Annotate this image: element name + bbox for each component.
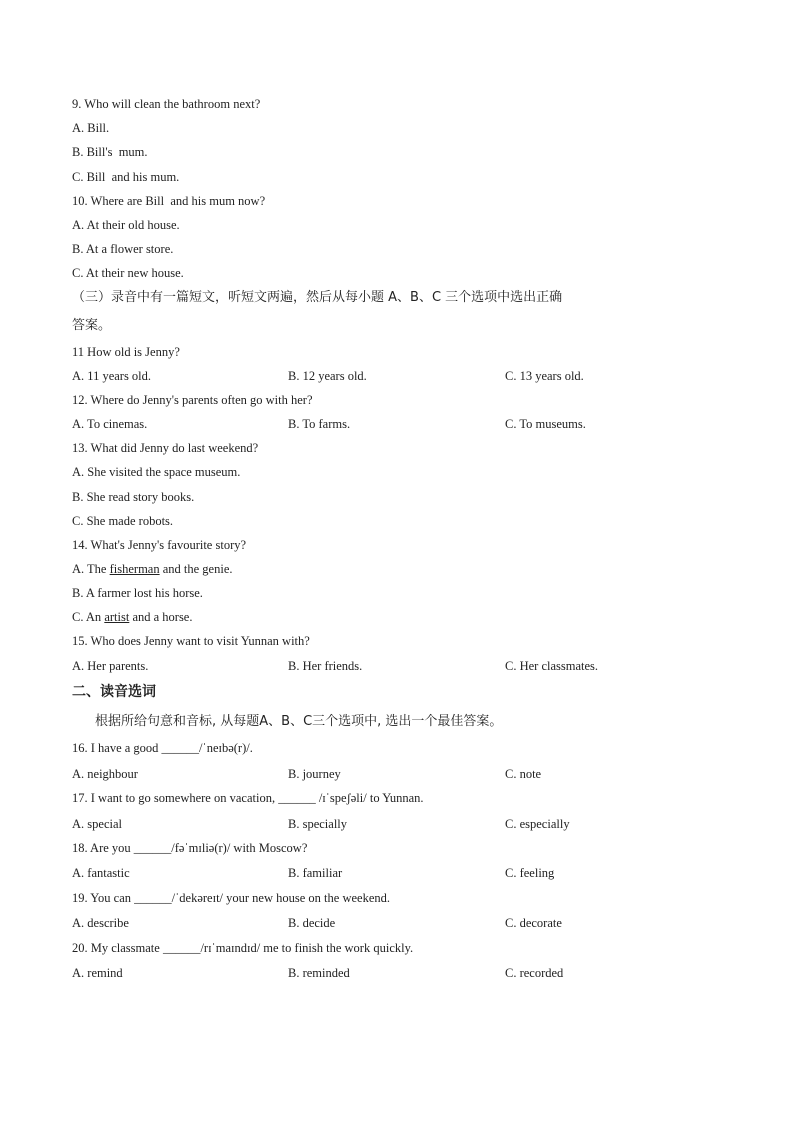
q10-option-c: C. At their new house.: [72, 266, 184, 280]
q18-option-c: C. feeling: [505, 866, 555, 880]
q11-option-b: B. 12 years old.: [288, 369, 367, 383]
question-11: 11 How old is Jenny?: [72, 345, 180, 359]
question-9: 9. Who will clean the bathroom next?: [72, 97, 261, 111]
q15-option-c: C. Her classmates.: [505, 659, 599, 673]
q9-option-a: A. Bill.: [72, 121, 110, 135]
section-3-intro: （三）录音中有一篇短文，听短文两遍，然后从每小题 A、B、C 三个选项中选出正确: [72, 290, 563, 305]
q14-option-b: B. A farmer lost his horse.: [72, 586, 203, 600]
question-14: 14. What's Jenny's favourite story?: [72, 538, 247, 552]
q19-option-c: C. decorate: [505, 916, 562, 930]
q17-option-a: A. special: [72, 817, 122, 831]
q19-option-a: A. describe: [72, 916, 129, 930]
q18-option-b: B. familiar: [288, 866, 343, 880]
question-12: 12. Where do Jenny's parents often go with her?: [72, 393, 313, 407]
q9-option-b: B. Bill's mum.: [72, 145, 148, 159]
q20-option-b: B. reminded: [288, 966, 350, 980]
q14-c-prefix: C. An: [72, 610, 105, 624]
section-two-heading: 二、读音选词: [72, 684, 156, 700]
section-3-intro-cont: 答案。: [72, 318, 112, 333]
q13-option-a: A. She visited the space museum.: [72, 465, 241, 479]
q12-option-b: B. To farms.: [288, 417, 351, 431]
q11-option-a: A. 11 years old.: [72, 369, 152, 383]
q15-option-a: A. Her parents.: [72, 659, 149, 673]
underlined-word-artist: artist: [104, 610, 130, 624]
q14-option-c: [72, 609, 192, 625]
q13-option-c: C. She made robots.: [72, 514, 174, 528]
section-two-instruction: 根据所给句意和音标, 从每题A、B、C三个选项中, 选出一个最佳答案。: [95, 714, 503, 729]
q16-option-a: A. neighbour: [72, 767, 138, 781]
question-13: 13. What did Jenny do last weekend?: [72, 441, 259, 455]
question-15: 15. Who does Jenny want to visit Yunnan with?: [72, 634, 310, 648]
q18-option-a: A. fantastic: [72, 866, 130, 880]
q11-option-c: C. 13 years old.: [505, 369, 584, 383]
question-19: 19. You can ______/ˈdekəreɪt/ your new house on the weekend.: [72, 891, 390, 905]
q20-option-c: C. recorded: [505, 966, 564, 980]
q14-option-a: [72, 561, 233, 577]
q17-option-c: C. especially: [505, 817, 570, 831]
q20-option-a: A. remind: [72, 966, 123, 980]
question-18: 18. Are you ______/fəˈmɪliə(r)/ with Moscow?: [72, 841, 308, 855]
q14-a-suffix: and the genie.: [159, 562, 233, 576]
q10-option-a: A. At their old house.: [72, 218, 180, 232]
q16-option-c: C. note: [505, 767, 542, 781]
q10-option-b: B. At a flower store.: [72, 242, 174, 256]
question-17: 17. I want to go somewhere on vacation, ______ /ɪˈspeʃəli/ to Yunnan.: [72, 791, 424, 805]
q13-option-b: B. She read story books.: [72, 490, 195, 504]
q15-option-b: B. Her friends.: [288, 659, 363, 673]
question-20: 20. My classmate ______/rɪˈmaɪndɪd/ me to finish the work quickly.: [72, 941, 414, 955]
q17-option-b: B. specially: [288, 817, 348, 831]
question-10: 10. Where are Bill and his mum now?: [72, 194, 266, 208]
q12-option-c: C. To museums.: [505, 417, 586, 431]
underlined-word-fisherman: fisherman: [109, 562, 160, 576]
q19-option-b: B. decide: [288, 916, 336, 930]
question-16: 16. I have a good ______/ˈneɪbə(r)/.: [72, 741, 253, 755]
q14-c-suffix: and a horse.: [129, 610, 193, 624]
q9-option-c: C. Bill and his mum.: [72, 170, 180, 184]
q14-a-prefix: A. The: [72, 562, 110, 576]
q16-option-b: B. journey: [288, 767, 341, 781]
q12-option-a: A. To cinemas.: [72, 417, 148, 431]
